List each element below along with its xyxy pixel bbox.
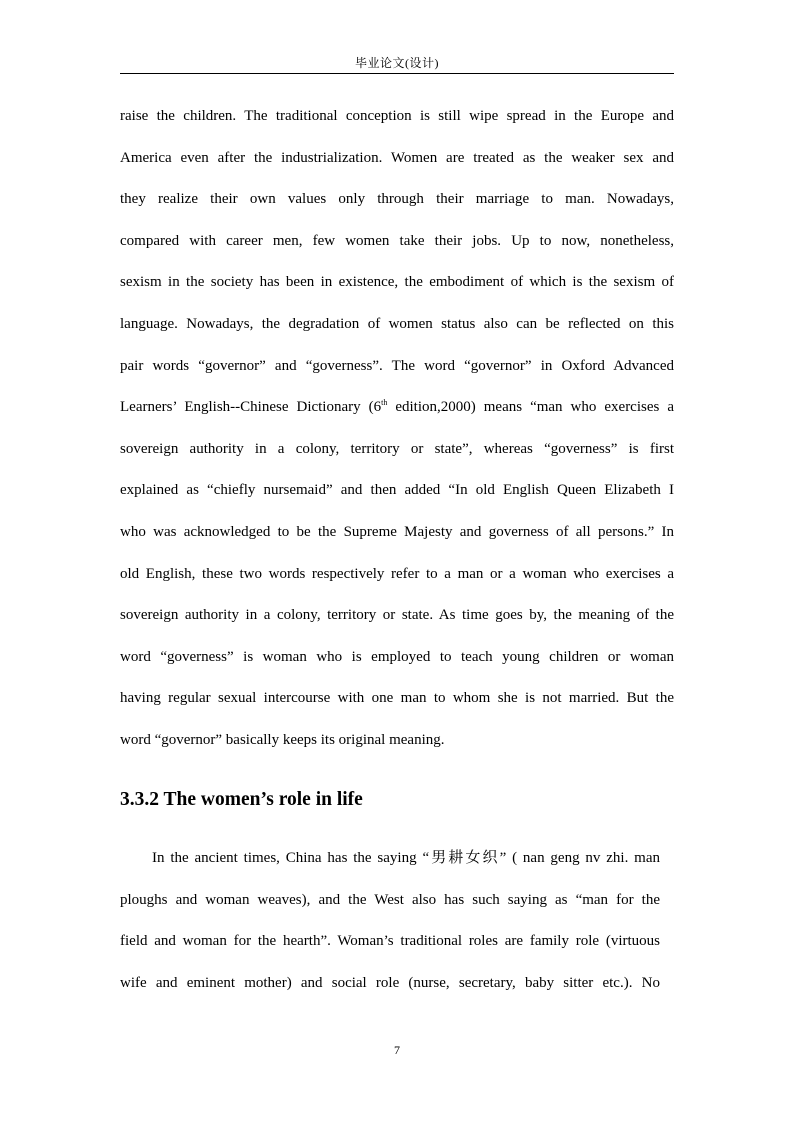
text-line: raise the children. The traditional conception is still wipe spread in the Europe and (120, 108, 674, 124)
text-line: field and woman for the hearth”. Woman’s traditional roles are family role (virtuous (120, 933, 660, 950)
body-paragraph-2 (120, 838, 660, 1004)
body-paragraph-1 (120, 96, 674, 762)
text-segment: edition,2000) means “man who exercises a (387, 399, 674, 416)
section-heading: 3.3.2 The women’s role in life (120, 789, 363, 810)
header-divider (120, 73, 674, 74)
text-line: language. Nowadays, the degradation of women status also can be reflected on this (120, 315, 674, 332)
edition-superscript: th (381, 398, 388, 408)
text-line: pair words “governor” and “governess”. The word “governor” in Oxford Advanced (120, 357, 674, 374)
text-line: old English, these two words respectively refer to a man or a woman who exercises a (120, 565, 674, 582)
text-line: sovereign authority in a colony, territory or state”, whereas “governess” is first (120, 440, 674, 457)
text-line: word “governess” is woman who is employed to teach young children or woman (120, 648, 674, 665)
text-segment: Learners’ English--Chinese Dictionary (6 (120, 399, 382, 416)
text-line: ploughs and woman weaves), and the West also has such saying as “man for the (120, 891, 660, 908)
text-line-with-superscript (120, 387, 674, 429)
page-header: 毕业论文(设计) (355, 56, 439, 70)
text-line: who was acknowledged to be the Supreme Majesty and governess of all persons.” In (120, 523, 674, 540)
text-line: compared with career men, few women take their jobs. Up to now, nonetheless, (120, 232, 674, 249)
text-line: explained as “chiefly nursemaid” and then added “In old English Queen Elizabeth I (120, 482, 674, 499)
text-line: America even after the industrialization. Women are treated as the weaker sex and (120, 149, 674, 166)
page-number: 7 (394, 1043, 400, 1057)
text-line: In the ancient times, China has the saying “男耕女织” ( nan geng nv zhi. man (152, 850, 660, 866)
text-line: word “governor” basically keeps its original meaning. (120, 731, 445, 748)
text-line: sovereign authority in a colony, territory or state. As time goes by, the meaning of the (120, 607, 674, 624)
text-line: sexism in the society has been in existence, the embodiment of which is the sexism of (120, 274, 674, 291)
text-line: they realize their own values only through their marriage to man. Nowadays, (120, 191, 674, 208)
text-line: wife and eminent mother) and social role (nurse, secretary, baby sitter etc.). No (120, 974, 660, 991)
text-line: having regular sexual intercourse with one man to whom she is not married. But the (120, 690, 674, 707)
